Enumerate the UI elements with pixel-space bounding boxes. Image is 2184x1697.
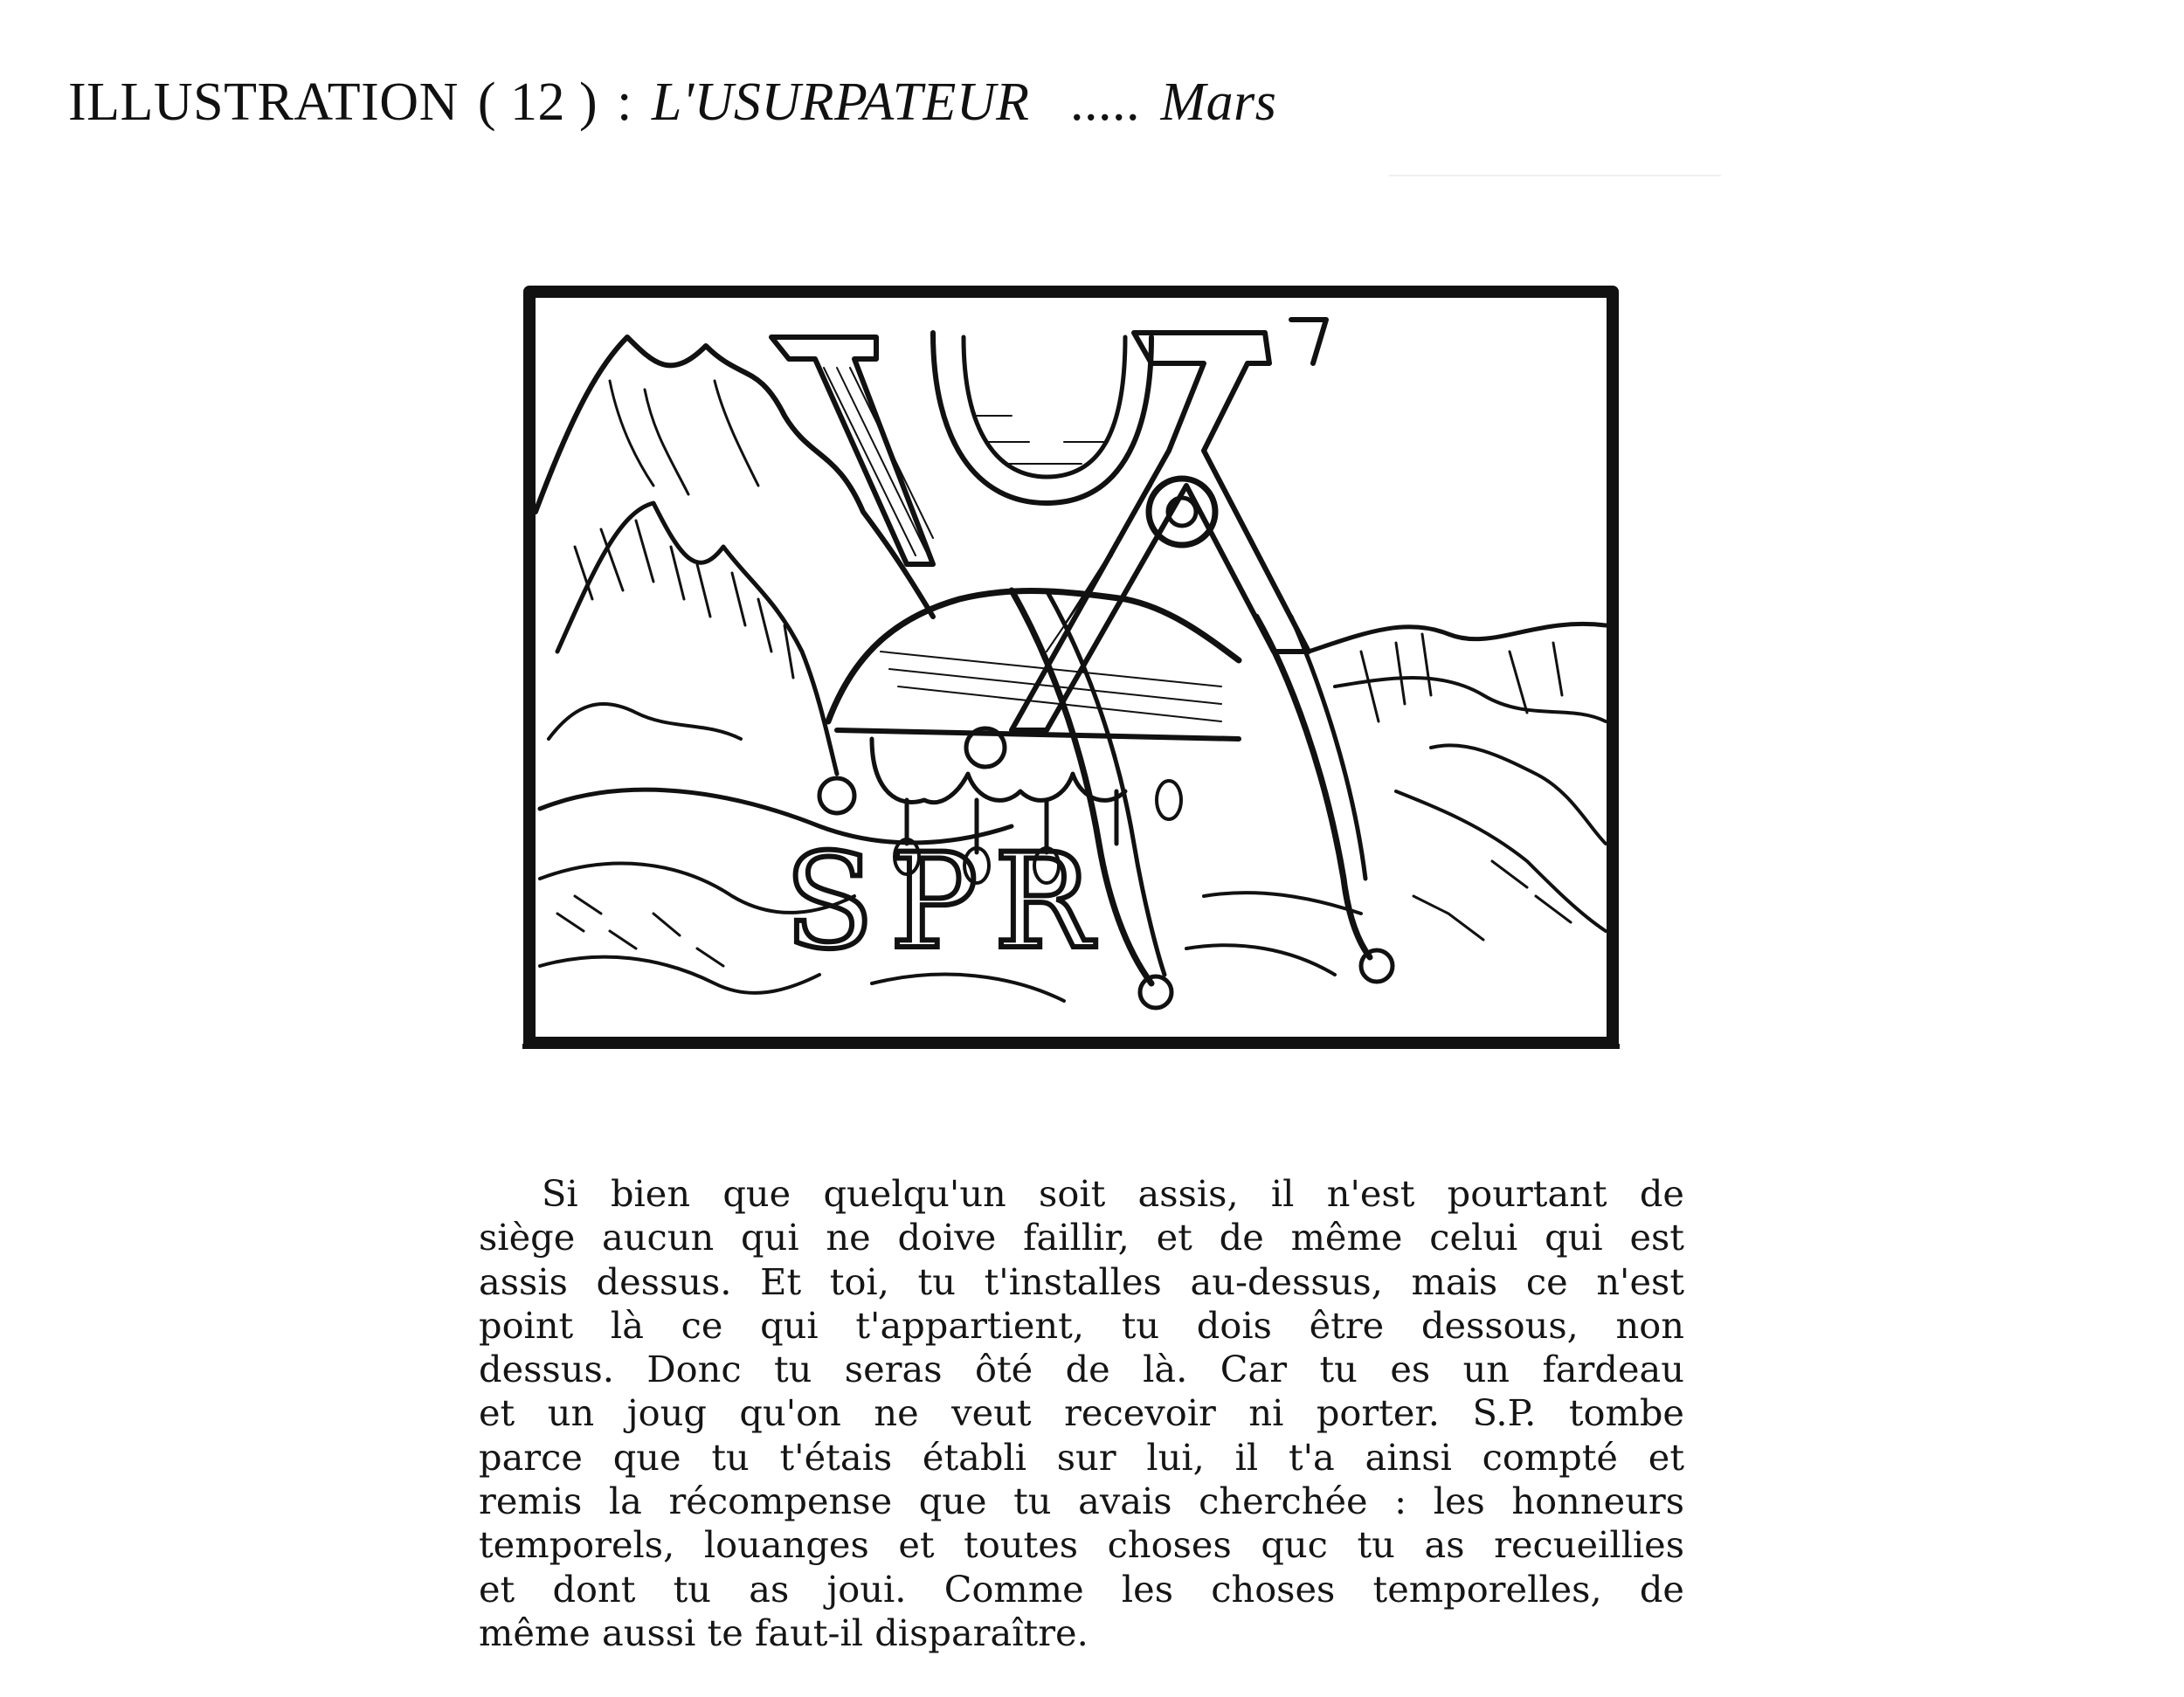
heading-subject: Mars [1160, 72, 1277, 132]
body-line: point là ce qui t'appartient, tu dois être dessous, non [479, 1303, 1684, 1347]
body-line: et un joug qu'on ne veut recevoir ni porter. S.P. tombe [479, 1391, 1684, 1435]
woodcut-letters: SPR [784, 826, 1109, 978]
body-line: parce que tu t'étais établi sur lui, il t'a ainsi compté et [479, 1435, 1684, 1479]
body-paragraph [479, 1172, 1684, 1655]
body-line: assis dessus. Et toi, tu t'installes au-dessus, mais ce n'est [479, 1259, 1684, 1303]
body-line: dessus. Donc tu seras ôté de là. Car tu es un fardeau [479, 1348, 1684, 1391]
body-line: Si bien que quelqu'un soit assis, il n'est pourtant de [542, 1172, 1684, 1215]
heading-title: L'USURPATEUR [651, 72, 1030, 132]
page-heading [68, 72, 1276, 134]
heading-label: ILLUSTRATION [68, 72, 459, 132]
heading-number: ( 12 ) [477, 72, 598, 132]
body-line: même aussi te faut-il disparaître. [479, 1611, 1089, 1654]
woodcut-illustration [522, 285, 1620, 1052]
faint-rule [1389, 175, 1721, 176]
body-line: temporels, louanges et toutes choses quc tu as recueillies [479, 1523, 1684, 1567]
heading-separator: : [617, 72, 632, 132]
body-line: siège aucun qui ne doive faillir, et de même celui qui est [479, 1216, 1684, 1259]
body-line: remis la récompense que tu avais cherchée : les honneurs [479, 1480, 1684, 1523]
heading-dots: ..... [1071, 72, 1142, 132]
body-line: et dont tu as joui. Comme les choses temporelles, de [479, 1567, 1684, 1611]
